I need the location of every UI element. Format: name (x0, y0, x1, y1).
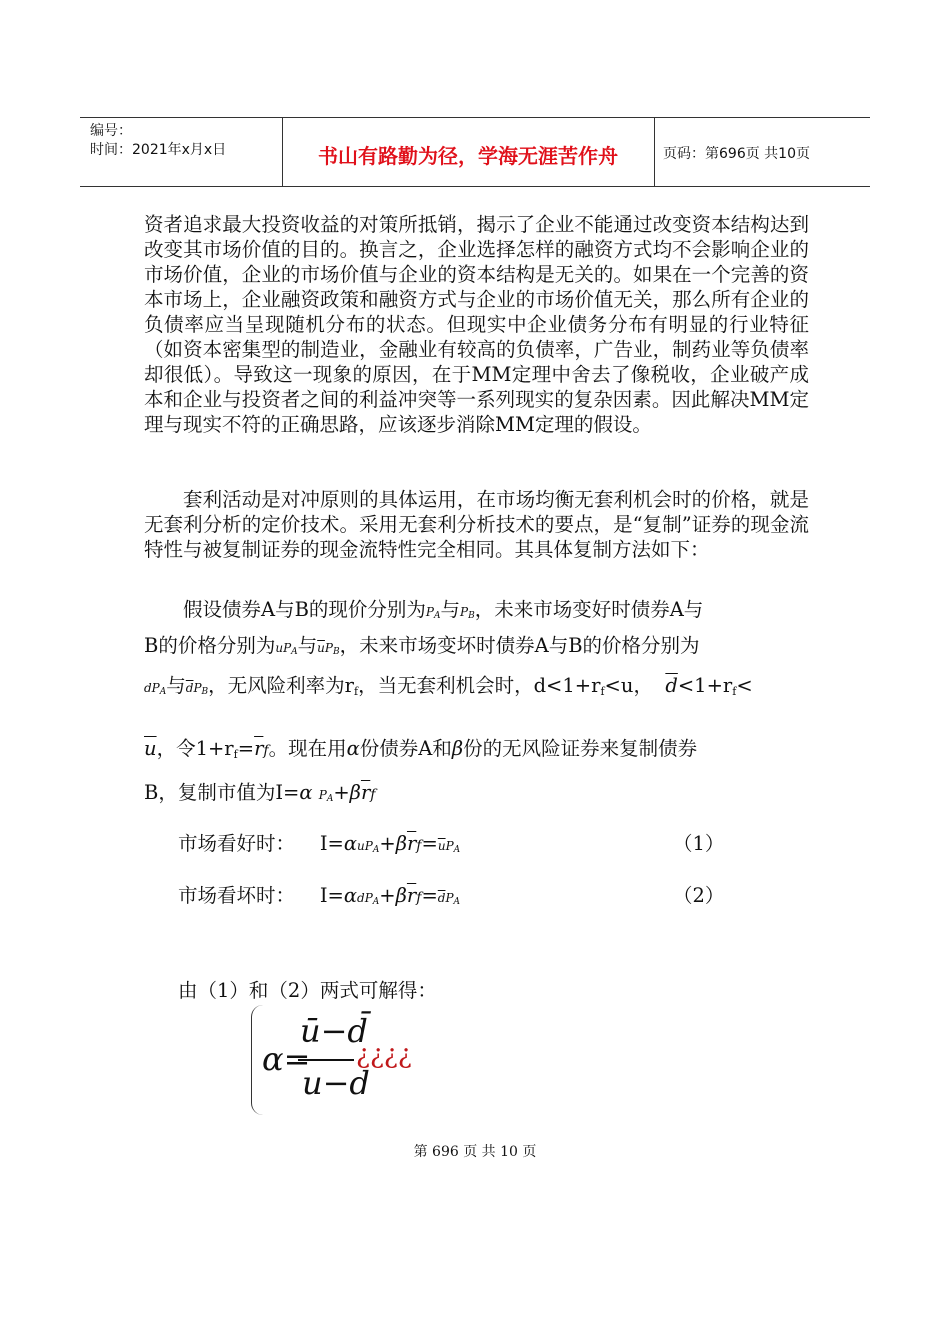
header-divider (282, 118, 283, 186)
paragraph-mm-theorem: 资者追求最大投资收益的对策所抵销，揭示了企业不能通过改变资本结构达到改变其市场价值的目的。换言之，企业选择怎样的融资方式均不会影响企业的市场价值，企业的市场价值与企业的资本结构是无关的。如果在一个完善的资本市场上，企业融资政策和融资方式与企业的市场价值无关，那么所有企业的负债率应当呈现随机分布的状态。但现实中企业债务分布有明显的行业特征（如资本密集型的制造业，金融业有较高的负债率，广告业，制药业等负债率却很低）。导致这一现象的原因，在于MM定理中舍去了像税收，企业破产成本和企业与投资者之间的利益冲突等一系列现实的复杂因素。因此解决MM定理与现实不符的正确思路，应该逐步消除MM定理的假设。 (144, 213, 809, 436)
text-line: 假设债券A与B的现价分别为$P_A$与$P_B$，未来市场变好时债券A与 (183, 598, 704, 621)
text-line: B，复制市值为I=α $P_A+\beta\overline{r}f$ (144, 781, 376, 804)
text-line: B的价格分别为$uP_A$与$\overline{u}P_B$，未来市场变坏时债券A与B的价格分别为 (144, 634, 700, 657)
header-divider (654, 118, 655, 186)
paragraph-arbitrage: 套利活动是对冲原则的具体运用，在市场均衡无套利机会时的价格，就是无套利分析的定价技术。采用无套利分析技术的要点，是“复制”证券的现金流特性与被复制证券的现金流特性完全相同。其具体复制方法如下： (144, 488, 809, 561)
page-footer: 第 696 页 共 10 页 (413, 1144, 537, 1160)
text-line: $\overline{u}$，令$1+rf=\overline{r}f$。现在用α份债券A和β份的无风险证券来复制债券 (144, 737, 698, 761)
solve-text: 由（1）和（2）两式可解得： (178, 979, 437, 1002)
equation-number: （1） (673, 832, 725, 855)
text-line: $dP_A$与$\overline{d}P_B$，无风险利率为rf，当无套利机会时，d<1+rf<u， $\overline{d}<1+rf<$ (144, 674, 753, 698)
motto: 书山有路勤为径，学海无涯苦作舟 (318, 144, 618, 168)
page-label: 页码：第696页 共10页 (663, 146, 810, 162)
equation-2: 市场看坏时： $I=\alpha dP_A+\beta\overline{r}f=\overline{d}P_A$ (178, 884, 461, 907)
header-meta (90, 122, 280, 160)
equation-number: （2） (673, 884, 725, 907)
header-table (80, 117, 870, 187)
number-label: 编号： (90, 123, 132, 139)
time-label: 时间：2021年x月x日 (90, 142, 227, 158)
equation-1: 市场看好时： $I=\alpha uP_A+\beta\overline{r}f=\overline{u}P_A$ (178, 832, 461, 855)
